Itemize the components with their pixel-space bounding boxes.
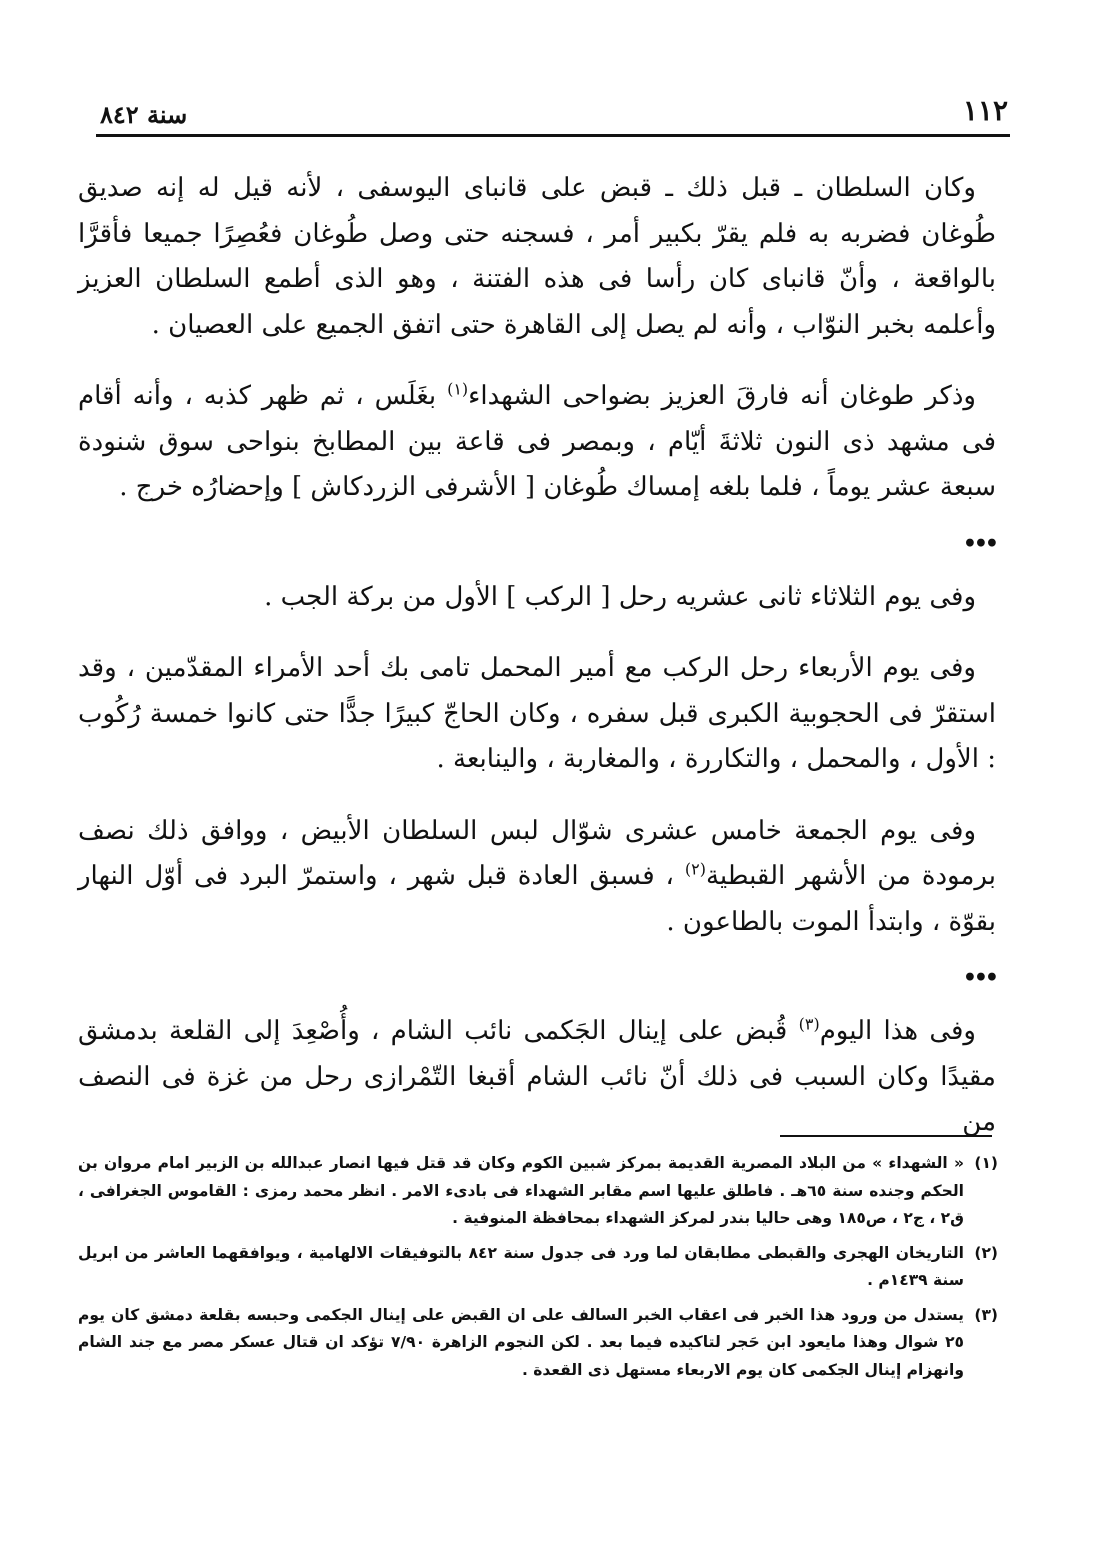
section-separator: ••• bbox=[962, 530, 996, 557]
main-text bbox=[78, 166, 996, 1146]
running-head-year: سنة ٨٤٢ bbox=[100, 100, 188, 129]
footnotes bbox=[78, 1150, 998, 1391]
footnote-ref-2: (٢) bbox=[684, 859, 706, 879]
paragraph-4 bbox=[78, 646, 996, 783]
paragraph-text: وذكر طوغان أنه فارقَ العزيز بضواحى الشهداء bbox=[468, 381, 976, 411]
footnote-text: « الشهداء » من البلاد المصرية القديمة بمركز شبين الكوم وكان قد قتل فيها انصار عبدالله بن الزبير امام مروان بن الحكم وجنده سنة ٦٥هـ . فاطلق عليها اسم مقابر الشهداء فى بادىء الامر . انظر محمد رمزى : القاموس الجغرافى ، ق٢ ، ج٢ ، ص١٨٥ وهى حاليا بندر لمركز الشهداء بمحافظة المنوفية . bbox=[78, 1154, 964, 1227]
footnote-ref-1: (١) bbox=[447, 379, 469, 399]
page-number: ١١٢ bbox=[962, 94, 1008, 127]
paragraph-6 bbox=[78, 1009, 996, 1146]
paragraph-5 bbox=[78, 809, 996, 946]
footnote-ref-3: (٣) bbox=[798, 1014, 820, 1034]
paragraph-text: ، فسبق العادة قبل شهر ، واستمرّ البرد فى أوّل النهار بقوّة ، وابتدأ الموت بالطاعون . bbox=[78, 861, 996, 937]
footnote-3 bbox=[78, 1302, 998, 1385]
section-separator: ••• bbox=[962, 965, 996, 991]
paragraph-text: وفى يوم الثلاثاء ثانى عشريه رحل [ الركب ] الأول من بركة الجب . bbox=[264, 581, 976, 612]
paragraph-text: وفى يوم الجمعة خامس عشرى شوّال لبس السلطان الأبيض ، ووافق ذلك نصف برمودة من الأشهر القبطية bbox=[78, 815, 996, 891]
footnote-1 bbox=[78, 1150, 998, 1233]
footnote-number: (٢) bbox=[974, 1243, 998, 1262]
paragraph-1 bbox=[78, 166, 996, 348]
footnote-number: (١) bbox=[974, 1154, 998, 1172]
footnote-text: يستدل من ورود هذا الخبر فى اعقاب الخبر السالف على ان القبض على إينال الجكمى وحبسه بقلعة دمشق كان يوم ٢٥ شوال وهذا مايعود ابن حَجر لتاكيده فيما بعد . لكن النجوم الزاهرة ٧/٩٠ تؤكد ان قتال عسكر مصر مع جند الشام وانهزام إينال الجكمى كان يوم الاربعاء مستهل ذى القعدة . bbox=[78, 1305, 964, 1379]
footnote-2 bbox=[78, 1240, 998, 1295]
footnote-text: التاريخان الهجرى والقبطى مطابقان لما ورد فى جدول سنة ٨٤٢ بالتوفيقات الالهامية ، ويوافقهما العاشر من ابريل سنة ١٤٣٩م . bbox=[78, 1243, 964, 1289]
footnote-number: (٣) bbox=[974, 1305, 998, 1324]
page-header bbox=[96, 90, 1008, 136]
paragraph-text: وفى يوم الأربعاء رحل الركب مع أمير المحمل تامى بك أحد الأمراء المقدّمين ، وقد استقرّ فى الحجوبية الكبرى قبل سفره ، وكان الحاجّ كبيرًا جدًّا حتى كانوا خمسة رُكُوب : الأول ، والمحمل ، والتكاررة ، والمغاربة ، والينابعة . bbox=[78, 653, 996, 774]
paragraph-3 bbox=[78, 575, 996, 621]
paragraph-text: وفى هذا اليوم bbox=[819, 1016, 976, 1046]
paragraph-text: بغَلَس ، ثم ظهر كذبه ، وأنه أقام فى مشهد ذى النون ثلاثةَ أيّام ، وبمصر فى قاعة بين المطابخ بنواحى سوق شنودة سبعة عشر يوماً ، فلما بلغه إمساك طُوغان [ الأشرفى الزردكاش ] وإحضارُه خرج . bbox=[78, 381, 996, 502]
footnote-rule bbox=[780, 1135, 992, 1137]
header-rule bbox=[96, 134, 1010, 137]
paragraph-2 bbox=[78, 374, 996, 511]
paragraph-text: قُبض على إينال الجَكمى نائب الشام ، وأُصْعِدَ إلى القلعة بدمشق مقيدًا وكان السبب فى ذلك أنّ نائب الشام أقبغا التّمْرازى رحل من غزة فى النصف من bbox=[78, 1016, 996, 1137]
paragraph-text: وكان السلطان ـ قبل ذلك ـ قبض على قانباى اليوسفى ، لأنه قيل له إنه صديق طُوغان فضربه به فلم يقرّ بكبير أمر ، فسجنه حتى وصل طُوغان فعُصِرًا جميعا فأقرَّا بالواقعة ، وأنّ قانباى كان رأسا فى هذه الفتنة ، وهو الذى أطمع السلطان العزيز وأعلمه بخبر النوّاب ، وأنه لم يصل إلى القاهرة حتى اتفق الجميع على العصيان . bbox=[78, 173, 996, 340]
